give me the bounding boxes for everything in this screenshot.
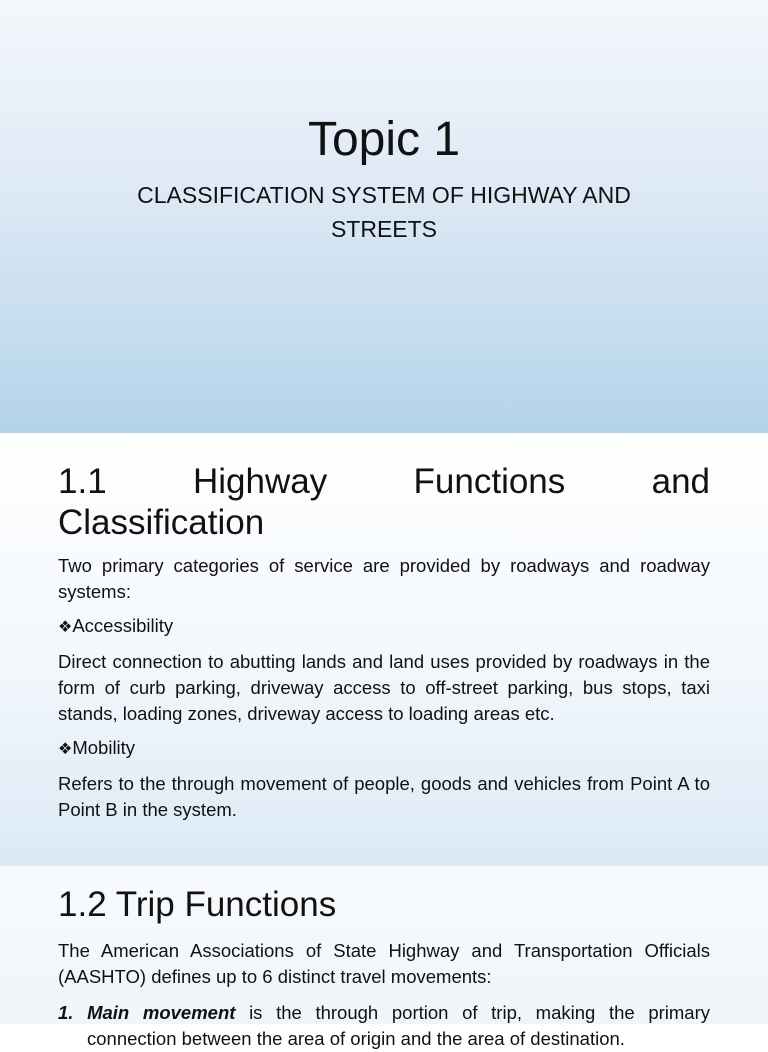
accessibility-paragraph: Direct connection to abutting lands and land uses provided by roadways in the form of curb parking, driveway access to off-street parking, bus stops, taxi stands, loading zones, driveway access to loading areas etc.	[58, 651, 710, 724]
diamond-bullet-icon: ❖	[58, 619, 73, 636]
intro-paragraph: Two primary categories of service are provided by roadways and roadway systems:	[58, 555, 710, 602]
bullet-mobility	[58, 735, 710, 763]
section-heading-continued: Classification	[58, 503, 265, 542]
bullet-label: Accessibility	[72, 615, 174, 636]
highway-functions-slide	[0, 433, 768, 866]
title-slide	[0, 0, 768, 433]
list-term: Main movement	[87, 1002, 236, 1023]
intro-paragraph: The American Associations of State Highway and Transportation Officials (AASHTO) defines up to 6 distinct travel movements:	[58, 940, 710, 987]
diamond-bullet-icon: ❖	[58, 741, 73, 758]
list-text: is the through portion of trip, making the primary connection between the area of origin and the area of destination.	[87, 1002, 710, 1049]
trip-functions-slide	[0, 866, 768, 1049]
list-number: 1.	[58, 1002, 74, 1023]
list-item	[58, 1000, 710, 1052]
bullet-label: Mobility	[72, 737, 136, 758]
section-heading: 1.2 Trip Functions	[58, 885, 337, 924]
slide-title: Topic 1	[307, 113, 461, 166]
bullet-accessibility	[58, 613, 710, 641]
mobility-paragraph: Refers to the through movement of people, goods and vehicles from Point A to Point B in the system.	[58, 773, 710, 820]
section-heading: 1.1 Highway Functions and	[58, 462, 710, 501]
slide-subtitle: CLASSIFICATION SYSTEM OF HIGHWAY AND STREETS	[137, 182, 631, 242]
